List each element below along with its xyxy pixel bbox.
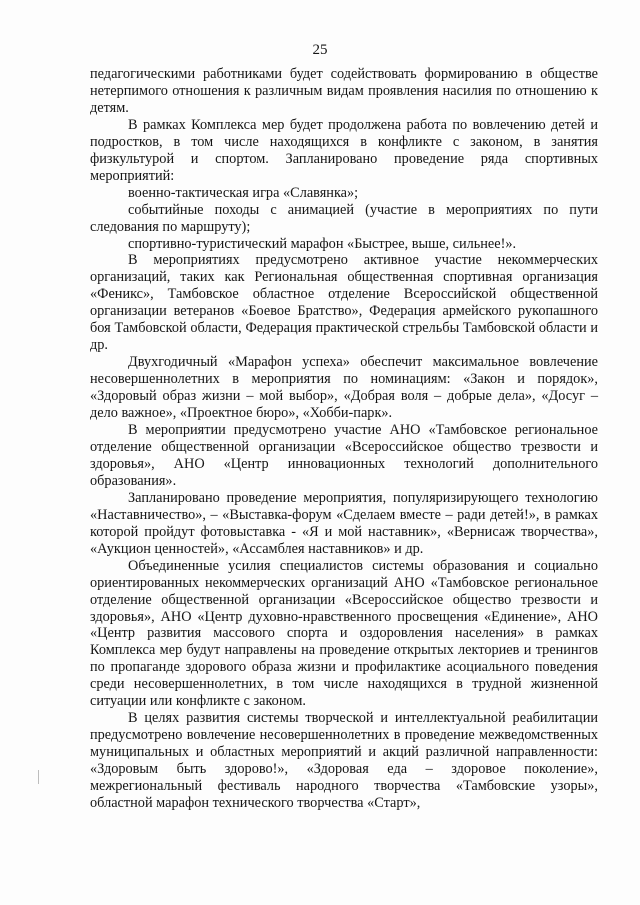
body-text: [90, 66, 598, 812]
paragraph: В целях развития системы творческой и интеллектуальной реабилитации предусмотрено вовлечение несовершеннолетних в проведение межведомственных муниципальных и областных мероприятий и акций различной направленности: «Здоровым быть здорово!», «Здоровая еда – здоровое поколение», межрегиональный фестиваль народного творчества «Тамбовские узоры», областной марафон технического творчества «Старт»,: [90, 710, 598, 811]
list-item: спортивно-туристический марафон «Быстрее, выше, сильнее!».: [128, 235, 517, 252]
paragraph: В мероприятиях предусмотрено активное участие некоммерческих организаций, таких как Региональная общественная спортивная организация «Феникс», Тамбовское областное отделение Всероссийской общественной организации ветеранов «Боевое Братство», Федерация армейского рукопашного боя Тамбовской области, Федерация практической стрельбы Тамбовской области и др.: [90, 252, 598, 354]
paragraph: В рамках Комплекса мер будет продолжена работа по вовлечению детей и подростков, в том числе находящихся в конфликте с законом, в занятия физкультурой и спортом. Запланировано проведение ряда спортивных мероприятий:: [90, 116, 598, 184]
list-item: военно-тактическая игра «Славянка»;: [128, 184, 359, 201]
paragraph: Объединенные усилия специалистов системы образования и социально ориентированных некоммерческих организаций АНО «Тамбовское региональное отделение общественной организации «Всероссийское общество трезвости и здоровья», АНО «Центр духовно-нравственного просвещения «Единение», АНО «Центр развития массового спорта и оздоровления населения» в рамках Комплекса мер будут направлены на проведение открытых лекториев и тренингов по пропаганде здорового образа жизни и профилактике асоциального поведения среди несовершеннолетних, в том числе находящихся в трудной жизненной ситуации или конфликте с законом.: [90, 557, 598, 710]
paragraph: В мероприятии предусмотрено участие АНО «Тамбовское региональное отделение общественной организации «Всероссийское общество трезвости и здоровья», АНО «Центр инновационных технологий дополнительного образования».: [90, 422, 598, 489]
paragraph: Запланировано проведение мероприятия, популяризирующего технологию «Наставничество», – «Выставка-форум «Сделаем вместе – ради детей!», в рамках которой пройдут фотовыставка - «Я и мой наставник», «Вернисаж творчества», «Аукцион ценностей», «Ассамблея наставников» и др.: [90, 489, 598, 557]
page-number: 25: [312, 42, 328, 58]
paragraph: педагогическими работниками будет содействовать формированию в обществе нетерпимого отношения к различным видам проявления насилия по отношению к детям.: [90, 66, 598, 116]
paragraph: Двухгодичный «Марафон успеха» обеспечит максимальное вовлечение несовершеннолетних в мероприятия по номинациям: «Закон и порядок», «Здоровый образ жизни – мой выбор», «Добрая воля – добрые дела», «Досуг – дело важное», «Проектное бюро», «Хобби-парк».: [90, 354, 598, 422]
list-item: событийные походы с анимацией (участие в мероприятиях по пути следования по маршруту);: [90, 201, 598, 235]
scan-margin-mark: [38, 770, 39, 784]
